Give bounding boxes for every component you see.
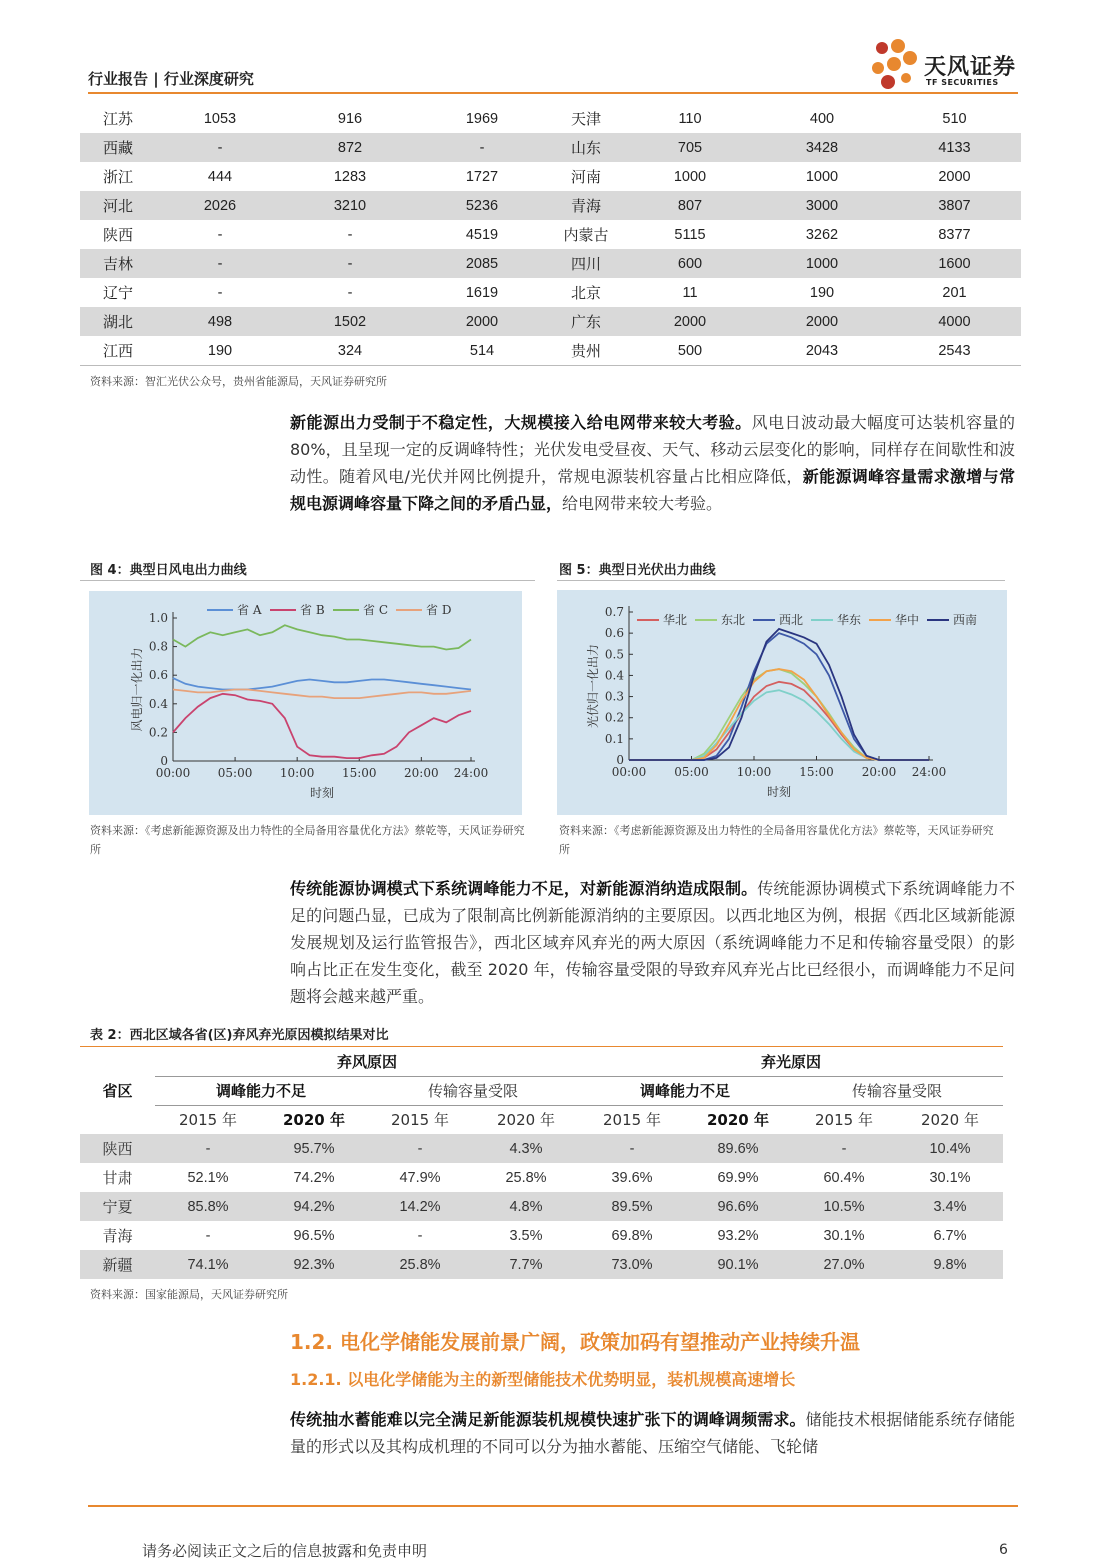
province-cell: 宁夏 xyxy=(80,1192,155,1221)
value-cell: - xyxy=(217,226,223,243)
section-heading: 1.2. 电化学储能发展前景广阔，政策加码有望推动产业持续升温 xyxy=(290,1330,860,1354)
value-cell: 600 xyxy=(624,249,756,278)
header-rule xyxy=(88,92,1018,94)
table-row xyxy=(80,1163,1003,1192)
value-cell: - xyxy=(347,226,353,243)
x-tick-label: 15:00 xyxy=(799,765,834,779)
value-cell: - xyxy=(347,284,353,301)
value-cell: 4000 xyxy=(888,307,1021,336)
legend-label: 西北 xyxy=(779,613,804,627)
value-cell: 8377 xyxy=(938,226,971,243)
table-row xyxy=(80,1221,1003,1250)
value-cell: 14.2% xyxy=(367,1192,473,1221)
value-cell: 89.5% xyxy=(579,1192,685,1221)
solar-output-chart-svg xyxy=(557,590,1007,815)
paragraph-storage xyxy=(290,1406,1015,1460)
solar-output-chart xyxy=(557,590,1007,815)
value-cell: 85.8% xyxy=(155,1192,261,1221)
year-header: 2020 年 xyxy=(473,1105,579,1134)
value-cell: 201 xyxy=(942,284,967,301)
year-header: 2020 年 xyxy=(685,1105,791,1134)
value-cell: 5115 xyxy=(674,226,706,243)
value-cell: 444 xyxy=(207,168,233,185)
value-cell: - xyxy=(416,133,548,162)
value-cell: 3.5% xyxy=(509,1227,543,1244)
value-cell: 90.1% xyxy=(685,1250,791,1279)
province-cell: 新疆 xyxy=(80,1250,155,1279)
year-header: 2020 年 xyxy=(897,1105,1003,1134)
value-cell: 2000 xyxy=(624,307,756,336)
series-line xyxy=(629,682,929,760)
figure5-source: 资料来源：《考虑新能源资源及出力特性的全局备用容量优化方法》蔡乾等，天风证券研究所 xyxy=(559,824,994,856)
legend-label: 省 C xyxy=(363,603,388,617)
y-tick-label: 1.0 xyxy=(148,611,168,625)
value-cell: 10.4% xyxy=(897,1134,1003,1163)
province-cell: 浙江 xyxy=(102,168,133,186)
company-logo xyxy=(868,36,1018,94)
footer-rule xyxy=(88,1505,1018,1507)
x-tick-label: 10:00 xyxy=(279,766,315,780)
x-tick-label: 20:00 xyxy=(404,766,439,780)
y-tick-label: 0.6 xyxy=(604,626,624,641)
value-cell: - xyxy=(284,249,416,278)
legend-label: 东北 xyxy=(721,613,746,627)
year-header: 2015 年 xyxy=(155,1105,261,1134)
series-line xyxy=(173,694,471,758)
value-cell: - xyxy=(156,133,284,162)
value-cell: 2043 xyxy=(805,342,839,359)
flower-logo-icon xyxy=(868,36,920,94)
x-tick-label: 24:00 xyxy=(453,766,489,780)
y-tick-label: 0.7 xyxy=(604,605,624,619)
value-cell: 4133 xyxy=(888,133,1021,162)
value-cell: - xyxy=(205,1227,211,1244)
report-category: 行业报告 | 行业深度研究 xyxy=(88,70,254,88)
legend-label: 华中 xyxy=(895,613,920,627)
solar-peak-header: 调峰能力不足 xyxy=(579,1076,791,1105)
wind-peak-header: 调峰能力不足 xyxy=(155,1076,367,1105)
value-cell: 47.9% xyxy=(399,1169,441,1186)
value-cell: 110 xyxy=(678,110,702,127)
province-cell: 青海 xyxy=(548,191,624,220)
province-cell: 甘肃 xyxy=(102,1169,133,1187)
paragraph-text: 风电日波动最大幅度可达装机容量的 80%，且呈现一定的反调峰特性；光伏发电受昼夜、天气、移动云层变化的影响，同样存在间歇性和波动性。随着风电/光伏并网比例提升，常规电源装机容量占比相应降低， xyxy=(290,413,1015,486)
value-cell: 52.1% xyxy=(187,1169,229,1186)
province-cell: 贵州 xyxy=(570,342,601,360)
logo-text: 天风证券 xyxy=(924,55,1017,80)
value-cell: 25.8% xyxy=(505,1169,547,1186)
value-cell: 500 xyxy=(677,342,703,359)
series-line xyxy=(629,629,929,760)
page-header xyxy=(88,30,1018,96)
value-cell: 916 xyxy=(337,110,363,127)
value-cell: 96.5% xyxy=(293,1227,335,1244)
value-cell: 3000 xyxy=(756,191,888,220)
y-tick-label: 0.2 xyxy=(148,725,168,740)
x-tick-label: 15:00 xyxy=(341,766,377,780)
value-cell: 60.4% xyxy=(823,1169,865,1186)
province-cell: 陕西 xyxy=(80,1134,155,1163)
province-cell: 江苏 xyxy=(102,110,133,128)
year-header: 2015 年 xyxy=(579,1105,685,1134)
province-cell: 青海 xyxy=(102,1227,133,1245)
y-tick-label: 0.1 xyxy=(604,731,624,746)
value-cell: 2000 xyxy=(756,307,888,336)
table1-source: 资料来源：智汇光伏公众号，贵州省能源局，天风证券研究所 xyxy=(90,375,387,388)
table-row xyxy=(80,104,1021,133)
figure4-source: 资料来源：《考虑新能源资源及出力特性的全局备用容量优化方法》蔡乾等，天风证券研究所 xyxy=(90,824,525,856)
value-cell: 1502 xyxy=(284,307,416,336)
x-tick-label: 00:00 xyxy=(611,765,647,779)
x-tick-label: 20:00 xyxy=(861,765,897,779)
value-cell: 324 xyxy=(337,342,363,359)
figure4-rule xyxy=(80,580,535,581)
value-cell: 1000 xyxy=(756,249,888,278)
series-line xyxy=(173,690,471,699)
page-number: 6 xyxy=(999,1542,1008,1558)
paragraph-lead: 传统能源协调模式下系统调峰能力不足，对新能源消纳造成限制。 xyxy=(290,879,758,898)
value-cell: 1969 xyxy=(465,110,499,127)
wind-output-chart-svg xyxy=(89,591,522,815)
value-cell: - xyxy=(367,1134,473,1163)
wind-output-chart xyxy=(89,591,522,815)
value-cell: 74.1% xyxy=(155,1250,261,1279)
value-cell: 4.8% xyxy=(473,1192,579,1221)
value-cell: 3210 xyxy=(284,191,416,220)
paragraph-peak-shaving xyxy=(290,875,1015,1010)
table-row xyxy=(80,1250,1003,1279)
paragraph-text: 传统能源协调模式下系统调峰能力不足的问题凸显，已成为了限制高比例新能源消纳的主要原因。以西北地区为例，根据《西北区域新能源发展规划及运行监管报告》，西北区域弃风弃光的两大原因（系统调峰能力不足和传输容量受限）的影响占比正在发生变化，截至 2020 年，传输容量受限的导致弃风弃光占比已经很小，而调峰能力不足问题将会越来越严重。 xyxy=(290,879,1015,1006)
x-axis-label: 时刻 xyxy=(766,785,792,799)
curtailment-cause-table xyxy=(80,1047,1003,1279)
table-row xyxy=(80,191,1021,220)
paragraph-emphasis: 新能源调峰容量需求激增与常规电源调峰容量下降之间的矛盾凸显， xyxy=(290,467,1015,513)
value-cell: 2085 xyxy=(416,249,548,278)
table-row xyxy=(80,249,1021,278)
value-cell: 190 xyxy=(809,284,835,301)
province-cell: 广东 xyxy=(548,307,624,336)
subsection-heading: 1.2.1. 以电化学储能为主的新型储能技术优势明显，装机规模高速增长 xyxy=(290,1370,796,1389)
value-cell: 7.7% xyxy=(473,1250,579,1279)
value-cell: 3262 xyxy=(805,226,839,243)
value-cell: - xyxy=(791,1134,897,1163)
group-solar: 弃光原因 xyxy=(760,1052,821,1071)
value-cell: 27.0% xyxy=(791,1250,897,1279)
value-cell: 4.3% xyxy=(473,1134,579,1163)
y-tick-label: 0 xyxy=(616,753,624,767)
table-row xyxy=(80,162,1021,191)
paragraph-grid-challenge xyxy=(290,409,1015,517)
value-cell: 705 xyxy=(624,133,756,162)
value-cell: 30.1% xyxy=(929,1169,971,1186)
value-cell: - xyxy=(155,1134,261,1163)
paragraph-text-end: 给电网带来较大考验。 xyxy=(562,494,723,513)
table-row xyxy=(80,133,1021,162)
value-cell: 95.7% xyxy=(261,1134,367,1163)
series-line xyxy=(629,633,929,760)
value-cell: 4519 xyxy=(465,226,499,243)
value-cell: 89.6% xyxy=(685,1134,791,1163)
y-tick-label: 0.8 xyxy=(148,639,168,654)
value-cell: 1283 xyxy=(333,168,367,185)
year-header: 2020 年 xyxy=(261,1105,367,1134)
y-tick-label: 0.6 xyxy=(148,668,168,683)
legend-label: 省 B xyxy=(300,603,325,617)
x-tick-label: 24:00 xyxy=(911,765,947,779)
province-cell: 内蒙古 xyxy=(563,226,609,244)
x-tick-label: 10:00 xyxy=(736,765,772,779)
value-cell: 96.6% xyxy=(685,1192,791,1221)
province-cell: 北京 xyxy=(570,284,601,302)
disclaimer-link[interactable]: 请务必阅读正文之后的信息披露和免责申明 xyxy=(142,1542,428,1559)
year-header: 2015 年 xyxy=(791,1105,897,1134)
value-cell: 6.7% xyxy=(933,1227,967,1244)
value-cell: 94.2% xyxy=(261,1192,367,1221)
value-cell: 11 xyxy=(682,284,698,301)
value-cell: - xyxy=(579,1134,685,1163)
value-cell: 30.1% xyxy=(823,1227,865,1244)
wind-trans-header: 传输容量受限 xyxy=(367,1076,579,1105)
y-tick-label: 0.5 xyxy=(604,647,624,662)
value-cell: 2000 xyxy=(938,168,971,185)
value-cell: 1727 xyxy=(465,168,499,185)
value-cell: 1600 xyxy=(888,249,1021,278)
table-row xyxy=(80,1192,1003,1221)
value-cell: 5236 xyxy=(416,191,548,220)
province-cell: 四川 xyxy=(548,249,624,278)
solar-trans-header: 传输容量受限 xyxy=(791,1076,1003,1105)
figure4-title: 图 4：典型日风电出力曲线 xyxy=(90,563,247,578)
value-cell: - xyxy=(156,249,284,278)
legend-label: 西南 xyxy=(953,613,978,627)
legend-label: 华北 xyxy=(663,613,688,627)
x-tick-label: 05:00 xyxy=(217,766,253,780)
value-cell: 2026 xyxy=(156,191,284,220)
table-row xyxy=(80,278,1021,307)
value-cell: 74.2% xyxy=(293,1169,335,1186)
province-cell: 湖北 xyxy=(80,307,156,336)
province-cell: 吉林 xyxy=(80,249,156,278)
y-tick-label: 0.4 xyxy=(148,696,168,711)
province-cell: 西藏 xyxy=(80,133,156,162)
series-line xyxy=(173,625,471,649)
legend-label: 省 A xyxy=(237,603,262,617)
province-cell: 天津 xyxy=(570,110,601,128)
value-cell: 9.8% xyxy=(897,1250,1003,1279)
value-cell: 3807 xyxy=(888,191,1021,220)
value-cell: - xyxy=(217,284,223,301)
col-province: 省区 xyxy=(102,1082,133,1100)
x-tick-label: 00:00 xyxy=(155,766,191,780)
table-row xyxy=(80,220,1021,249)
province-cell: 河南 xyxy=(570,168,601,186)
value-cell: 510 xyxy=(942,110,967,127)
province-cell: 辽宁 xyxy=(102,284,133,302)
value-cell: 400 xyxy=(809,110,835,127)
value-cell: 514 xyxy=(469,342,495,359)
value-cell: 1053 xyxy=(203,110,237,127)
value-cell: 3428 xyxy=(756,133,888,162)
paragraph-text: 储能技术根据储能系统存储能量的形式以及其构成机理的不同可以分为抽水蓄能、压缩空气储能、飞轮储 xyxy=(290,1410,1015,1456)
value-cell: 807 xyxy=(624,191,756,220)
province-cell: 江西 xyxy=(102,342,133,360)
value-cell: 190 xyxy=(207,342,233,359)
y-tick-label: 0.4 xyxy=(604,668,624,683)
table-bottom-rule xyxy=(80,365,1021,366)
value-cell: 3.4% xyxy=(897,1192,1003,1221)
y-axis-label: 风电归一化出力 xyxy=(130,647,144,732)
value-cell: 1619 xyxy=(465,284,499,301)
y-tick-label: 0.2 xyxy=(604,710,624,725)
value-cell: 93.2% xyxy=(717,1227,759,1244)
y-tick-label: 0 xyxy=(160,754,168,768)
value-cell: 92.3% xyxy=(261,1250,367,1279)
x-tick-label: 05:00 xyxy=(674,765,709,779)
paragraph-lead: 传统抽水蓄能难以完全满足新能源装机规模快速扩张下的调峰调频需求。 xyxy=(290,1410,806,1429)
table-row xyxy=(80,336,1021,365)
table2-title: 表 2：西北区域各省(区)弃风弃光原因模拟结果对比 xyxy=(90,1028,389,1043)
y-tick-label: 0.3 xyxy=(604,689,624,704)
table2-source: 资料来源：国家能源局，天风证券研究所 xyxy=(90,1288,288,1301)
value-cell: 872 xyxy=(284,133,416,162)
logo-text-en: TF SECURITIES xyxy=(926,78,999,87)
paragraph-lead: 新能源出力受制于不稳定性，大规模接入给电网带来较大考验。 xyxy=(290,413,752,432)
year-header: 2015 年 xyxy=(367,1105,473,1134)
group-wind: 弃风原因 xyxy=(336,1052,397,1071)
value-cell: 25.8% xyxy=(367,1250,473,1279)
value-cell: 10.5% xyxy=(791,1192,897,1221)
x-axis-label: 时刻 xyxy=(309,786,335,800)
table-row xyxy=(80,307,1021,336)
value-cell: 73.0% xyxy=(579,1250,685,1279)
value-cell: 498 xyxy=(156,307,284,336)
figure5-title: 图 5：典型日光伏出力曲线 xyxy=(559,563,716,578)
value-cell: 69.9% xyxy=(717,1169,759,1186)
province-capacity-table xyxy=(80,104,1021,365)
value-cell: 39.6% xyxy=(611,1169,653,1186)
table-row xyxy=(80,1134,1003,1163)
legend-label: 华东 xyxy=(837,613,862,627)
figure5-rule xyxy=(557,580,1005,581)
series-line xyxy=(173,678,471,689)
province-cell: 陕西 xyxy=(102,226,133,244)
value-cell: 2543 xyxy=(938,342,971,359)
legend-label: 省 D xyxy=(426,603,452,617)
value-cell: 1000 xyxy=(673,168,707,185)
value-cell: 1000 xyxy=(805,168,839,185)
province-cell: 河北 xyxy=(80,191,156,220)
value-cell: - xyxy=(417,1227,423,1244)
value-cell: 2000 xyxy=(416,307,548,336)
series-line xyxy=(629,690,929,760)
value-cell: 69.8% xyxy=(611,1227,653,1244)
y-axis-label: 光伏归一化出力 xyxy=(586,643,600,729)
province-cell: 山东 xyxy=(548,133,624,162)
